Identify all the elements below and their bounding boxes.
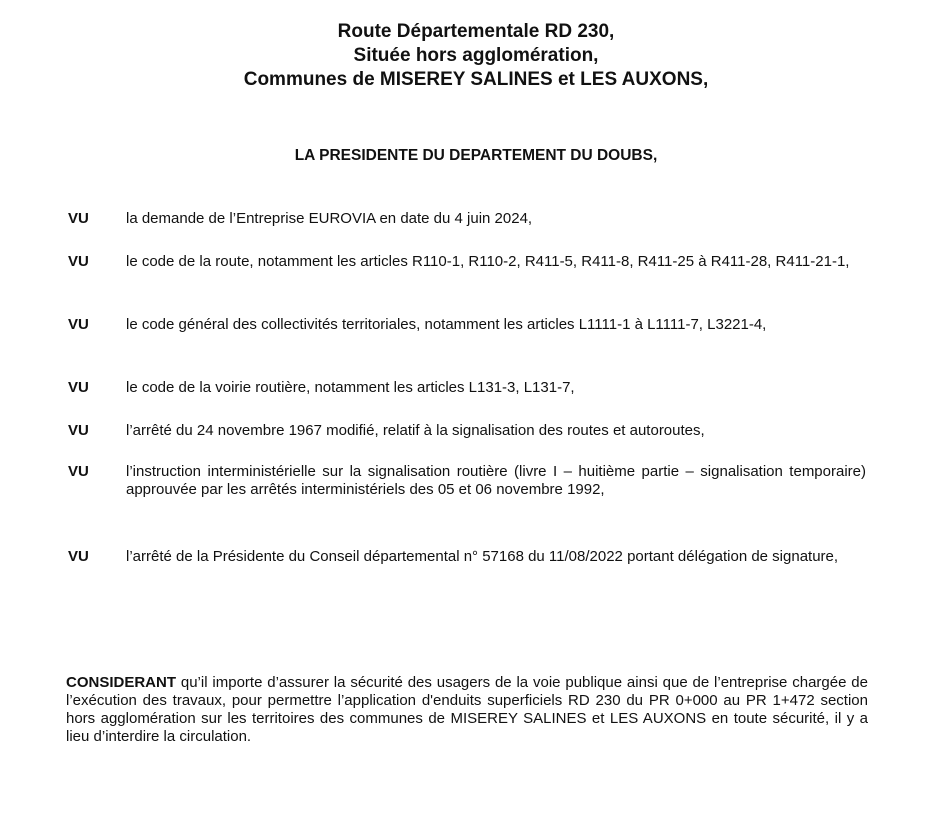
visa-text: l’arrêté de la Présidente du Conseil départemental n° 57168 du 11/08/2022 portant délégation de signature, — [126, 548, 839, 565]
document-title — [0, 20, 952, 92]
visa-label: VU — [68, 422, 89, 439]
visa-text: la demande de l’Entreprise EUROVIA en date du 4 juin 2024, — [126, 210, 533, 227]
visa-text: le code de la voirie routière, notamment les articles L131-3, L131-7, — [126, 379, 575, 396]
considerant-paragraph — [66, 674, 868, 746]
title-line-communes: Communes de MISEREY SALINES et LES AUXONS, — [243, 69, 709, 90]
considerant-keyword: CONSIDERANT — [66, 674, 177, 691]
considerant-text: qu’il importe d’assurer la sécurité des usagers de la voie publique ainsi que de l’entreprise chargée de l’exécution des travaux, pour permettre l’application d'enduits superficiels RD 230 du PR 0+000 au PR 1+472 section hors agglomération sur les territoires des communes de MISEREY SALINES et LES AUXONS en toute sécurité, il y a lieu d’interdire la circulation. — [66, 674, 868, 745]
visa-label: VU — [68, 210, 89, 227]
visa-text: le code général des collectivités territoriales, notamment les articles L1111-1 à L1111-7, L3221-4, — [126, 316, 767, 333]
title-line-location: Située hors agglomération, — [353, 45, 599, 66]
visa-label: VU — [68, 316, 89, 333]
visa-text: le code de la route, notamment les articles R110-1, R110-2, R411-5, R411-8, R411-25 à R411-28, R411-21-1, — [126, 253, 850, 270]
visa-label: VU — [68, 548, 89, 565]
visa-text: l’arrêté du 24 novembre 1967 modifié, relatif à la signalisation des routes et autoroutes, — [126, 422, 705, 439]
title-line-road: Route Départementale RD 230, — [337, 21, 615, 42]
authority-heading: LA PRESIDENTE DU DEPARTEMENT DU DOUBS, — [294, 147, 658, 164]
visa-label: VU — [68, 463, 89, 480]
visa-text: l’instruction interministérielle sur la signalisation routière (livre I – huitième partie – signalisation temporaire) approuvée par les arrêtés interministériels des 05 et 06 novembre 1992, — [126, 463, 866, 498]
visa-label: VU — [68, 379, 89, 396]
visa-label: VU — [68, 253, 89, 270]
